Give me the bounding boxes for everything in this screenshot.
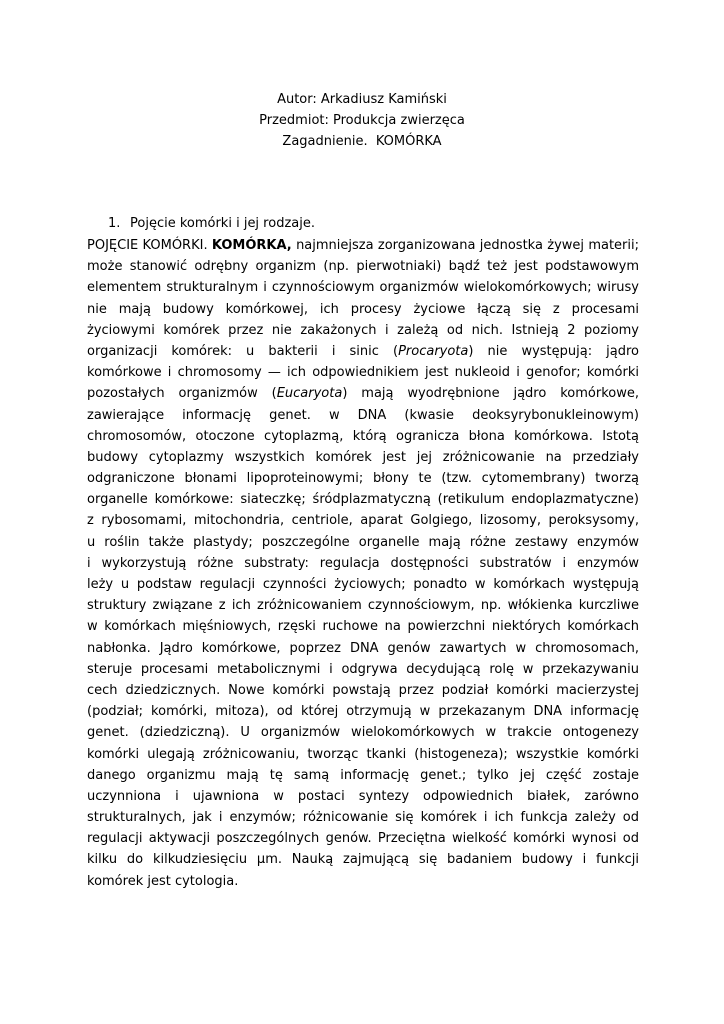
italic-term: Eucaryota bbox=[276, 386, 343, 402]
author-line: Autor: Arkadiusz Kamiński bbox=[277, 92, 447, 107]
paragraph-line: w komórkach mięśniowych, rzęski ruchowe na powierzchni niektórych komórkach bbox=[87, 619, 639, 635]
paragraph-line: życiowymi komórek przez nie zakażonych i zależą od nich. Istnieją 2 poziomy bbox=[87, 322, 639, 338]
paragraph-line: komórkowe i chromosomy — ich odpowiednikiem jest nukleoid i genofor; komórki bbox=[87, 365, 639, 381]
paragraph-line: nabłonka. Jądro komórkowe, poprzez DNA genów zawartych w chromosomach, bbox=[87, 640, 639, 656]
paragraph-line: genet. (dziedziczną). U organizmów wielokomórkowych w trakcie ontogenezy bbox=[87, 725, 639, 741]
paragraph-line: elementem strukturalnym i czynnościowym organizmów wielokomórkowych; wirusy bbox=[87, 280, 639, 296]
paragraph-line: i wykorzystują różne substraty: regulacja dostępności substratów i enzymów bbox=[87, 555, 639, 571]
paragraph-line: odgraniczone błonami lipoproteinowymi; błony te (tzw. cytomembrany) tworzą bbox=[87, 471, 639, 487]
paragraph-line: organelle komórkowe: siateczkę; śródplazmatyczną (retikulum endoplazmatyczne) bbox=[87, 492, 639, 508]
paragraph-line: uczynniona i ujawniona w postaci syntezy odpowiednich białek, zarówno bbox=[87, 788, 639, 804]
paragraph-line: chromosomów, otoczone cytoplazmą, którą ogranicza błona komórkowa. Istotą bbox=[87, 428, 639, 444]
text-run: POJĘCIE KOMÓRKI. bbox=[87, 238, 212, 253]
paragraph-line: regulacji aktywacji poszczególnych genów. Przeciętna wielkość komórki wynosi od bbox=[87, 831, 639, 847]
paragraph-line: może stanowić odrębny organizm (np. pierwotniaki) bądź też jest podstawowym bbox=[87, 259, 639, 275]
paragraph-line: komórek jest cytologia. bbox=[87, 873, 239, 889]
paragraph-line bbox=[87, 235, 639, 256]
paragraph-line: cech dziedzicznych. Nowe komórki powstają przez podział komórki macierzystej bbox=[87, 682, 639, 698]
text-run: organizacji komórek: u bakterii i sinic ( bbox=[87, 343, 399, 359]
text-run: pozostałych organizmów ( bbox=[87, 386, 277, 402]
document-header bbox=[0, 89, 724, 152]
paragraph-line: u roślin także plastydy; poszczególne organelle mają różne zestawy enzymów bbox=[87, 534, 639, 550]
paragraph-line: budowy cytoplazmy wszystkich komórek jest jej zróżnicowanie na przedziały bbox=[87, 449, 639, 465]
paragraph-line: danego organizmu mają tę samą informację genet.; tylko jej część zostaje bbox=[87, 767, 639, 783]
paragraph-line: nie mają budowy komórkowej, ich procesy życiowe łączą się z procesami bbox=[87, 301, 639, 317]
paragraph-line: z rybosomami, mitochondria, centriole, aparat Golgiego, lizosomy, peroksysomy, bbox=[87, 513, 639, 529]
subject-line: Przedmiot: Produkcja zwierzęca bbox=[259, 113, 465, 128]
body-paragraph bbox=[87, 235, 639, 892]
paragraph-line: (podział; komórki, mitoza), od której otrzymują w przekazanym DNA informację bbox=[87, 704, 639, 720]
paragraph-line: leży u podstaw regulacji czynności życiowych; ponadto w komórkach występują bbox=[87, 577, 639, 592]
paragraph-line: struktury związane z ich zróżnicowaniem czynnościowym, np. włókienka kurczliwe bbox=[87, 598, 639, 614]
paragraph-line bbox=[87, 341, 639, 362]
section-number: 1. bbox=[108, 216, 121, 231]
paragraph-line: komórki ulegają zróżnicowaniu, tworząc tkanki (histogeneza); wszystkie komórki bbox=[87, 746, 639, 762]
text-run: ) mają wyodrębnione jądro komórkowe, bbox=[342, 386, 639, 402]
paragraph-line: kilku do kilkudziesięciu μm. Nauką zajmującą się badaniem budowy i funkcji bbox=[87, 852, 639, 868]
text-run: ) nie występują: jądro bbox=[468, 343, 639, 359]
bold-term: KOMÓRKA, bbox=[211, 238, 292, 253]
paragraph-line bbox=[87, 383, 639, 404]
paragraph-line: steruje procesami metabolicznymi i odgrywa decydującą rolę w przekazywaniu bbox=[87, 661, 639, 677]
section-title: Pojęcie komórki i jej rodzaje. bbox=[130, 216, 315, 231]
paragraph-line: zawierające informację genet. w DNA (kwasie deoksyrybonukleinowym) bbox=[87, 407, 639, 423]
italic-term: Procaryota bbox=[398, 343, 469, 359]
section-heading bbox=[108, 213, 315, 234]
topic-line: Zagadnienie. KOMÓRKA bbox=[282, 134, 442, 149]
paragraph-line: strukturalnych, jak i enzymów; różnicowanie się komórek i ich funkcja zależy od bbox=[87, 810, 639, 826]
text-run: najmniejsza zorganizowana jednostka żywej materii; bbox=[291, 238, 639, 253]
